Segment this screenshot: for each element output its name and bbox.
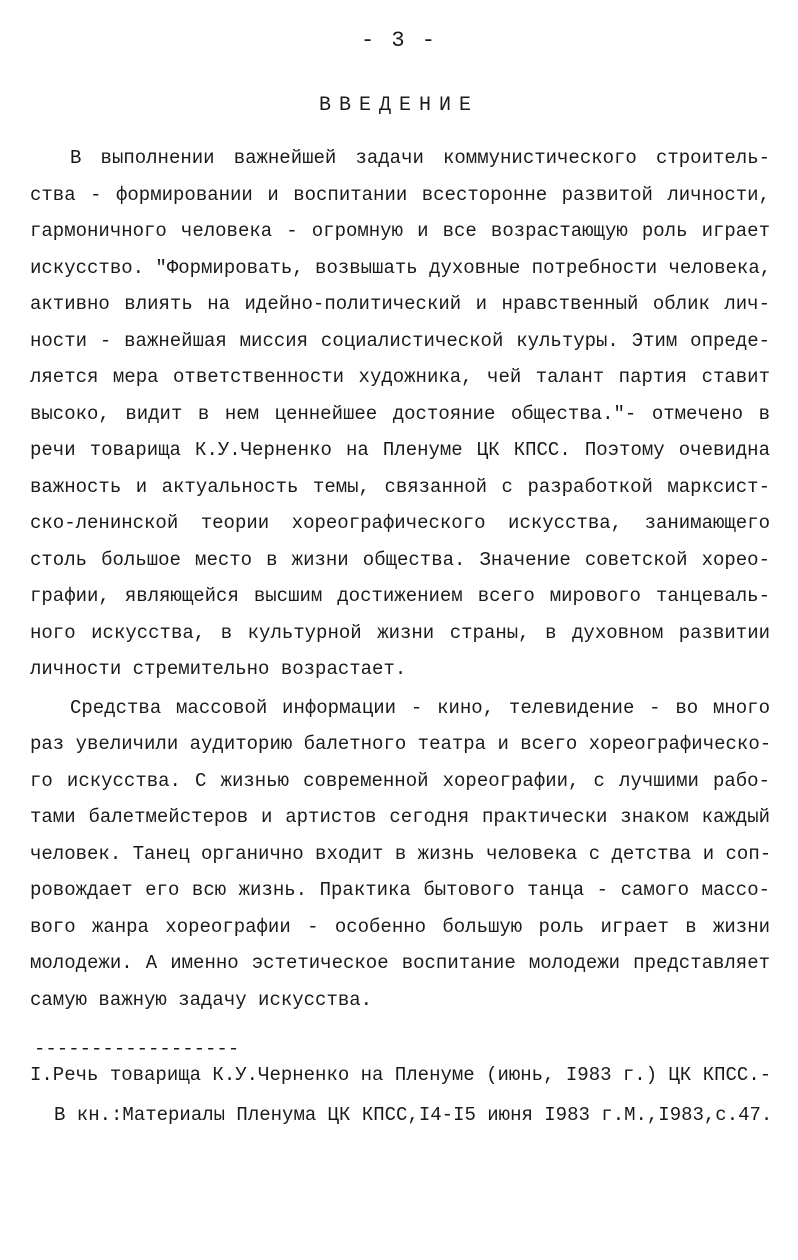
- page-number: - 3 -: [360, 28, 437, 53]
- text-line: столь большое место в жизни общества. Значение советской хорео-: [30, 548, 770, 571]
- text-line: высоко, видит в нем ценнейшее достояние общества."- отмечено в: [30, 402, 770, 425]
- text-line: вого жанра хореографии - особенно большую роль играет в жизни: [30, 915, 770, 938]
- text-line: важность и актуальность темы, связанной с разработкой марксист-: [30, 475, 770, 498]
- text-line: гармоничного человека - огромную и все возрастающую роль играет: [30, 220, 770, 242]
- text-line: активно влиять на идейно-политический и нравственный облик лич-: [30, 293, 770, 315]
- text-line: го искусства. С жизнью современной хореографии, с лучшими рабо-: [30, 769, 770, 792]
- text-line: самую важную задачу искусства.: [30, 988, 373, 1011]
- text-line: тами балетмейстеров и артистов сегодня практически знаком каждый: [30, 806, 770, 828]
- text-line: искусство. "Формировать, возвышать духовные потребности человека,: [30, 256, 772, 279]
- text-line: Средства массовой информации - кино, телевидение - во много: [70, 696, 770, 719]
- page-title: ВВЕДЕНИЕ: [318, 94, 479, 117]
- text-line: человек. Танец органично входит в жизнь человека с детства и соп-: [30, 842, 772, 865]
- text-line: раз увеличили аудиторию балетного театра и всего хореографическо-: [30, 733, 772, 755]
- paragraph: [30, 140, 770, 688]
- text-line: речи товарища К.У.Черненко на Пленуме ЦК КПСС. Поэтому очевидна: [30, 439, 770, 461]
- text-line: ровождает его всю жизнь. Практика бытового танца - самого массо-: [30, 879, 770, 901]
- footnote-line: В кн.:Материалы Пленума ЦК КПСС,I4-I5 июня I983 г.М.,I983,с.47.: [54, 1104, 773, 1126]
- footnote-divider: ------------------: [34, 1038, 240, 1060]
- text-line: графии, являющейся высшим достижением всего мирового танцеваль-: [30, 585, 770, 607]
- text-line: В выполнении важнейшей задачи коммунистического строитель-: [70, 147, 770, 169]
- text-line: ско-ленинской теории хореографического искусства, занимающего: [30, 512, 770, 534]
- text-line: личности стремительно возрастает.: [30, 658, 407, 680]
- text-line: ляется мера ответственности художника, чей талант партия ставит: [30, 366, 770, 388]
- text-line: ного искусства, в культурной жизни страны, в духовном развитии: [30, 621, 770, 644]
- paragraph: [30, 690, 770, 1019]
- footnote: [30, 1055, 773, 1135]
- text-line: молодежи. А именно эстетическое воспитание молодежи представляет: [30, 952, 770, 974]
- text-line: ства - формировании и воспитании всесторонне развитой личности,: [30, 183, 770, 206]
- body-text: [30, 140, 770, 1018]
- footnote-line: I.Речь товарища К.У.Черненко на Пленуме (июнь, I983 г.) ЦК КПСС.-: [30, 1064, 772, 1086]
- text-line: ности - важнейшая миссия социалистической культуры. Этим опреде-: [30, 329, 770, 352]
